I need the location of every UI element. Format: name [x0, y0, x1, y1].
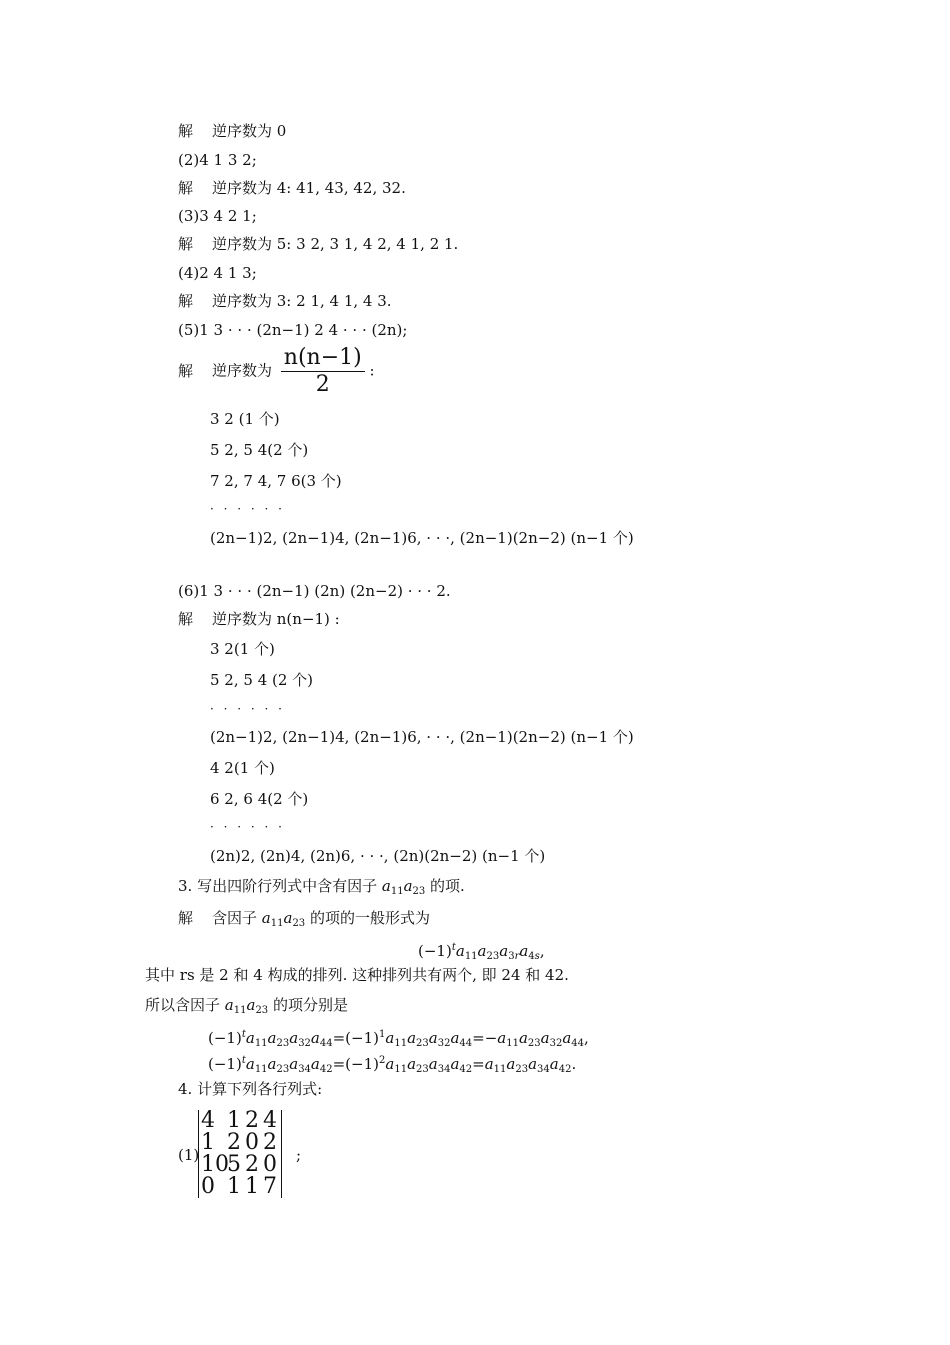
- answer-line: 解 逆序数为 4: 41, 43, 42, 32.: [178, 179, 406, 197]
- matrix-row: 10 5 2 0: [201, 1152, 277, 1177]
- problem-line: (5)1 3 · · · (2n−1) 2 4 · · · (2n);: [178, 321, 408, 339]
- answer-line: 解 含因子 $a_{11}a_{23}$ 的项的一般形式为: [178, 909, 430, 929]
- list-item: 5 2, 5 4(2 个): [210, 441, 309, 459]
- answer-line: 解 逆序数为 5: 3 2, 3 1, 4 2, 4 1, 2 1.: [178, 235, 459, 253]
- problem-line: (3)3 4 2 1;: [178, 207, 257, 225]
- list-item: 6 2, 6 4(2 个): [210, 790, 309, 808]
- list-item: (2n−1)2, (2n−1)4, (2n−1)6, · · ·, (2n−1)(2n−2) (n−1 个): [210, 728, 634, 746]
- answer-line: 解 逆序数为 3: 2 1, 4 1, 4 3.: [178, 292, 392, 310]
- list-item: (2n−1)2, (2n−1)4, (2n−1)6, · · ·, (2n−1)(2n−2) (n−1 个): [210, 529, 634, 547]
- answer-line: 解 逆序数为 0: [178, 122, 287, 140]
- list-item: 5 2, 5 4 (2 个): [210, 671, 314, 689]
- determinant: [198, 1110, 282, 1198]
- answer-line: 解 逆序数为 n(n−1) :: [178, 610, 340, 628]
- formula: $(-1)^ta_{11}a_{23}a_{34}a_{42}=(-1)^2a_{11}a_{23}a_{34}a_{42}=a_{11}a_{23}a_{34}a_{42}$.: [208, 1055, 577, 1075]
- determinant-label: (1): [178, 1146, 200, 1164]
- problem-line: (4)2 4 1 3;: [178, 264, 257, 282]
- matrix-row: 4 1 2 4: [201, 1108, 277, 1133]
- problem-line: (2)4 1 3 2;: [178, 151, 257, 169]
- formula: $(-1)^ta_{11}a_{23}a_{3r}a_{4s}$,: [418, 942, 545, 962]
- answer-line-fraction: 解 逆序数为 $\frac{n(n-1)}{2}$ :: [178, 345, 375, 397]
- matrix-row: 1 2 0 2: [201, 1130, 277, 1155]
- ellipsis: · · · · · ·: [210, 820, 285, 834]
- matrix-row: 0 1 1 7: [201, 1174, 277, 1199]
- list-item: 4 2(1 个): [210, 759, 275, 777]
- formula: $(-1)^ta_{11}a_{23}a_{32}a_{44}=(-1)^1a_{11}a_{23}a_{32}a_{44}=-a_{11}a_{23}a_{32}a_{44}$,: [208, 1029, 589, 1049]
- paragraph: 其中 rs 是 2 和 4 构成的排列. 这种排列共有两个, 即 24 和 42.: [145, 966, 569, 984]
- problem-line: (6)1 3 · · · (2n−1) (2n) (2n−2) · · · 2.: [178, 582, 451, 600]
- ellipsis: · · · · · ·: [210, 502, 285, 516]
- ellipsis: · · · · · ·: [210, 702, 285, 716]
- list-item: 3 2(1 个): [210, 640, 275, 658]
- list-item: (2n)2, (2n)4, (2n)6, · · ·, (2n)(2n−2) (n−1 个): [210, 847, 546, 865]
- paragraph: 所以含因子 $a_{11}a_{23}$ 的项分别是: [145, 996, 348, 1016]
- question-3: 3. 写出四阶行列式中含有因子 $a_{11}a_{23}$ 的项.: [178, 877, 465, 897]
- punctuation: ;: [296, 1146, 302, 1164]
- fraction: $\frac{n(n-1)}{2}$: [281, 345, 365, 398]
- list-item: 3 2 (1 个): [210, 410, 280, 428]
- question-4: 4. 计算下列各行列式:: [178, 1080, 323, 1098]
- list-item: 7 2, 7 4, 7 6(3 个): [210, 472, 342, 490]
